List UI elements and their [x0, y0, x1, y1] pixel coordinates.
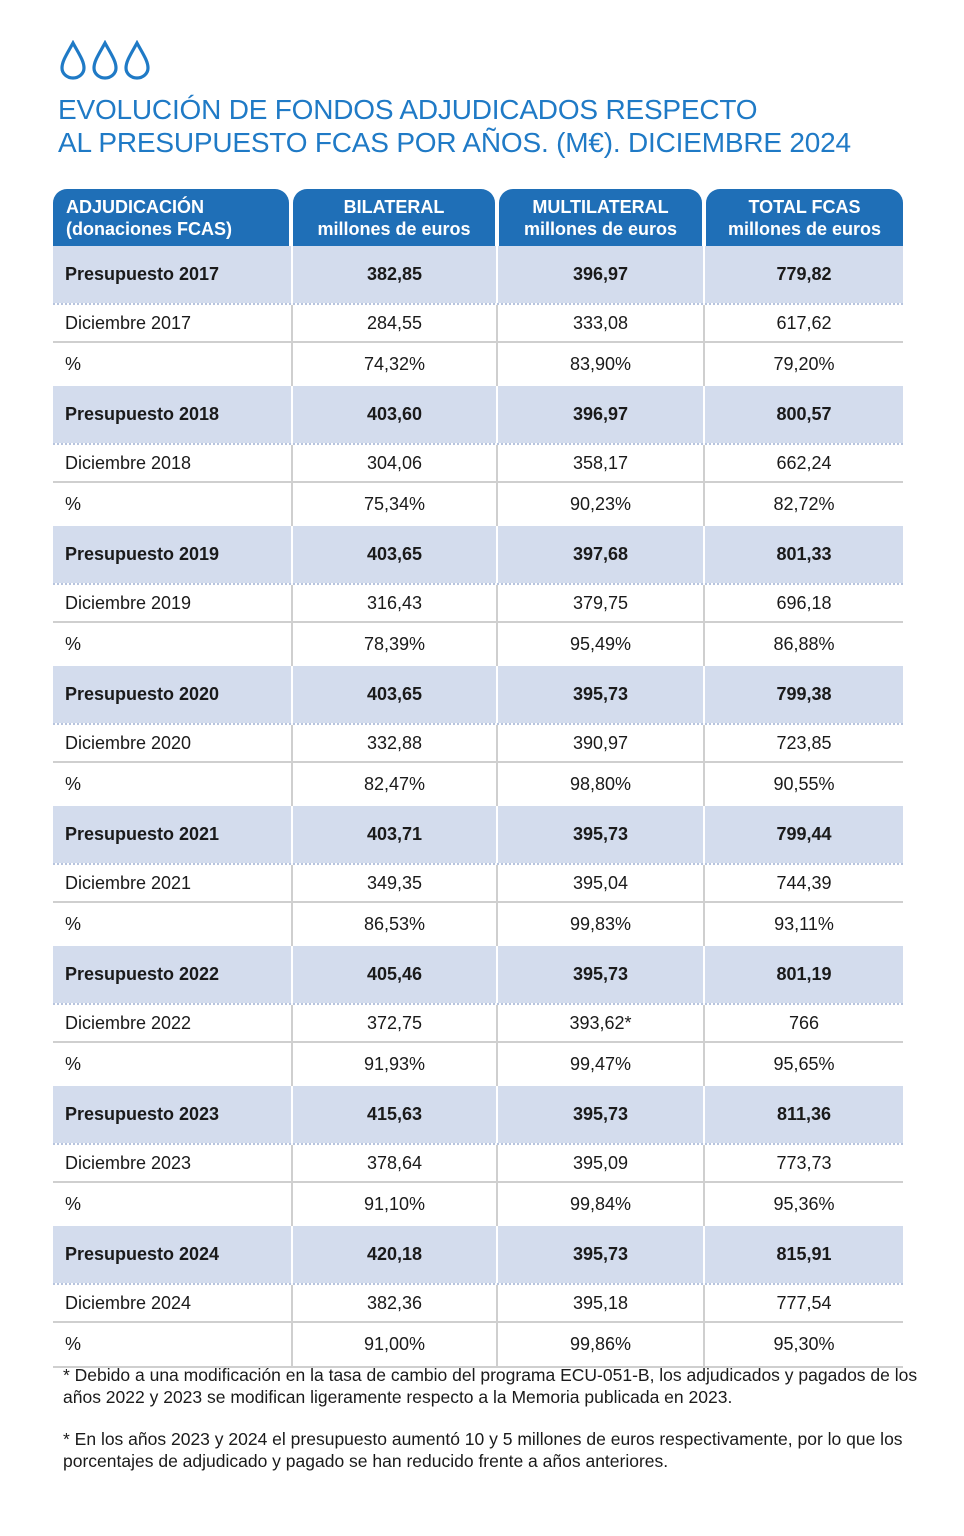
bilateral-value: 91,10% — [291, 1183, 496, 1226]
bilateral-value: 372,75 — [291, 1005, 496, 1041]
total-value: 79,20% — [703, 343, 903, 386]
total-value: 801,33 — [703, 526, 903, 583]
total-value: 617,62 — [703, 305, 903, 341]
row-label: % — [65, 1054, 82, 1074]
table-row — [53, 1143, 903, 1181]
page-title — [58, 93, 938, 159]
total-value: 800,57 — [703, 386, 903, 443]
table-row — [53, 666, 903, 723]
total-value: 90,55% — [703, 763, 903, 806]
bilateral-value: 349,35 — [291, 865, 496, 901]
total-value: 779,82 — [703, 246, 903, 303]
table-row — [53, 761, 903, 806]
total-value: 773,73 — [703, 1145, 903, 1181]
multilateral-value: 393,62* — [496, 1005, 703, 1041]
total-value: 777,54 — [703, 1285, 903, 1321]
table-row — [53, 1321, 903, 1366]
row-label: Diciembre 2024 — [65, 1292, 192, 1313]
row-label: % — [65, 494, 82, 514]
row-label: Diciembre 2022 — [65, 1012, 192, 1033]
table-header — [53, 189, 903, 246]
bilateral-value: 91,00% — [291, 1323, 496, 1366]
header-multilateral: MULTILATERAL millones de euros — [499, 189, 702, 246]
bilateral-value: 415,63 — [291, 1086, 496, 1143]
row-label: Presupuesto 2018 — [65, 404, 220, 424]
total-value: 799,44 — [703, 806, 903, 863]
row-label: Diciembre 2019 — [65, 592, 192, 613]
multilateral-value: 395,73 — [496, 666, 703, 723]
bilateral-value: 316,43 — [291, 585, 496, 621]
table-row — [53, 386, 903, 443]
multilateral-value: 395,73 — [496, 1226, 703, 1283]
row-label: Presupuesto 2024 — [65, 1244, 220, 1264]
table-row — [53, 621, 903, 666]
bilateral-value: 78,39% — [291, 623, 496, 666]
multilateral-value: 379,75 — [496, 585, 703, 621]
row-label: Diciembre 2018 — [65, 452, 192, 473]
multilateral-value: 395,04 — [496, 865, 703, 901]
row-label: % — [65, 1194, 82, 1214]
total-value: 766 — [703, 1005, 903, 1041]
row-label: Presupuesto 2021 — [65, 824, 220, 844]
bilateral-value: 403,65 — [291, 526, 496, 583]
bilateral-value: 382,36 — [291, 1285, 496, 1321]
funds-table — [53, 189, 903, 1368]
table-row — [53, 1283, 903, 1321]
bilateral-value: 304,06 — [291, 445, 496, 481]
table-body — [53, 246, 903, 1366]
bilateral-value: 332,88 — [291, 725, 496, 761]
header-total-fcas: TOTAL FCAS millones de euros — [706, 189, 903, 246]
multilateral-value: 333,08 — [496, 305, 703, 341]
total-value: 815,91 — [703, 1226, 903, 1283]
title-line-1: EVOLUCIÓN DE FONDOS ADJUDICADOS RESPECTO — [58, 94, 758, 125]
total-value: 93,11% — [703, 903, 903, 946]
title-line-2: AL PRESUPUESTO FCAS POR AÑOS. (M€). DICIEMBRE 2024 — [58, 127, 851, 158]
row-label: Diciembre 2017 — [65, 312, 192, 333]
total-value: 86,88% — [703, 623, 903, 666]
header-bilateral: BILATERAL millones de euros — [293, 189, 495, 246]
total-value: 723,85 — [703, 725, 903, 761]
multilateral-value: 396,97 — [496, 386, 703, 443]
table-row — [53, 806, 903, 863]
water-drops-logo — [58, 40, 152, 80]
total-value: 811,36 — [703, 1086, 903, 1143]
footnote-1: * Debido a una modificación en la tasa de cambio del programa ECU-051-B, los adjudicados y pagados de los años 2022 y 2023 se modifican ligeramente respecto a la Memoria publicada en 2023. — [63, 1365, 918, 1407]
bilateral-value: 405,46 — [291, 946, 496, 1003]
multilateral-value: 358,17 — [496, 445, 703, 481]
total-value: 95,36% — [703, 1183, 903, 1226]
multilateral-value: 99,83% — [496, 903, 703, 946]
multilateral-value: 390,97 — [496, 725, 703, 761]
multilateral-value: 98,80% — [496, 763, 703, 806]
bilateral-value: 403,71 — [291, 806, 496, 863]
multilateral-value: 99,47% — [496, 1043, 703, 1086]
total-value: 799,38 — [703, 666, 903, 723]
water-drop-icon — [122, 40, 152, 80]
table-row — [53, 723, 903, 761]
bilateral-value: 74,32% — [291, 343, 496, 386]
row-label: Presupuesto 2019 — [65, 544, 220, 564]
footnote-2: * En los años 2023 y 2024 el presupuesto aumentó 10 y 5 millones de euros respectivamente, por lo que los porcentajes de adjudicado y pagado se han reducido frente a años anteriores. — [63, 1429, 903, 1471]
multilateral-value: 395,73 — [496, 1086, 703, 1143]
row-label: Presupuesto 2017 — [65, 264, 220, 284]
total-value: 696,18 — [703, 585, 903, 621]
total-value: 82,72% — [703, 483, 903, 526]
row-label: Presupuesto 2020 — [65, 684, 220, 704]
bilateral-value: 75,34% — [291, 483, 496, 526]
table-row — [53, 443, 903, 481]
table-row — [53, 303, 903, 341]
row-label: % — [65, 354, 82, 374]
row-label: % — [65, 1334, 82, 1354]
multilateral-value: 90,23% — [496, 483, 703, 526]
bilateral-value: 86,53% — [291, 903, 496, 946]
total-value: 95,30% — [703, 1323, 903, 1366]
bilateral-value: 403,60 — [291, 386, 496, 443]
row-label: Diciembre 2023 — [65, 1152, 192, 1173]
table-row — [53, 946, 903, 1003]
table-row — [53, 1086, 903, 1143]
table-row — [53, 901, 903, 946]
bilateral-value: 284,55 — [291, 305, 496, 341]
table-row — [53, 1041, 903, 1086]
table-row — [53, 341, 903, 386]
total-value: 662,24 — [703, 445, 903, 481]
multilateral-value: 99,86% — [496, 1323, 703, 1366]
bilateral-value: 82,47% — [291, 763, 496, 806]
multilateral-value: 95,49% — [496, 623, 703, 666]
bilateral-value: 378,64 — [291, 1145, 496, 1181]
table-row — [53, 1226, 903, 1283]
water-drop-icon — [90, 40, 120, 80]
multilateral-value: 395,73 — [496, 946, 703, 1003]
table-row — [53, 481, 903, 526]
row-label: Diciembre 2021 — [65, 872, 192, 893]
row-label: % — [65, 914, 82, 934]
footnotes — [63, 1364, 933, 1492]
table-row — [53, 526, 903, 583]
water-drop-icon — [58, 40, 88, 80]
row-label: Presupuesto 2022 — [65, 964, 220, 984]
total-value: 95,65% — [703, 1043, 903, 1086]
multilateral-value: 395,09 — [496, 1145, 703, 1181]
bilateral-value: 403,65 — [291, 666, 496, 723]
multilateral-value: 397,68 — [496, 526, 703, 583]
multilateral-value: 83,90% — [496, 343, 703, 386]
bilateral-value: 382,85 — [291, 246, 496, 303]
table-row — [53, 863, 903, 901]
multilateral-value: 99,84% — [496, 1183, 703, 1226]
row-label: % — [65, 634, 82, 654]
header-adjudicacion: ADJUDICACIÓN (donaciones FCAS) — [53, 189, 289, 246]
table-row — [53, 1003, 903, 1041]
total-value: 744,39 — [703, 865, 903, 901]
multilateral-value: 395,18 — [496, 1285, 703, 1321]
multilateral-value: 396,97 — [496, 246, 703, 303]
bilateral-value: 420,18 — [291, 1226, 496, 1283]
multilateral-value: 395,73 — [496, 806, 703, 863]
table-row — [53, 1181, 903, 1226]
table-row — [53, 583, 903, 621]
row-label: % — [65, 774, 82, 794]
bilateral-value: 91,93% — [291, 1043, 496, 1086]
row-label: Diciembre 2020 — [65, 732, 192, 753]
total-value: 801,19 — [703, 946, 903, 1003]
table-row — [53, 246, 903, 303]
row-label: Presupuesto 2023 — [65, 1104, 220, 1124]
